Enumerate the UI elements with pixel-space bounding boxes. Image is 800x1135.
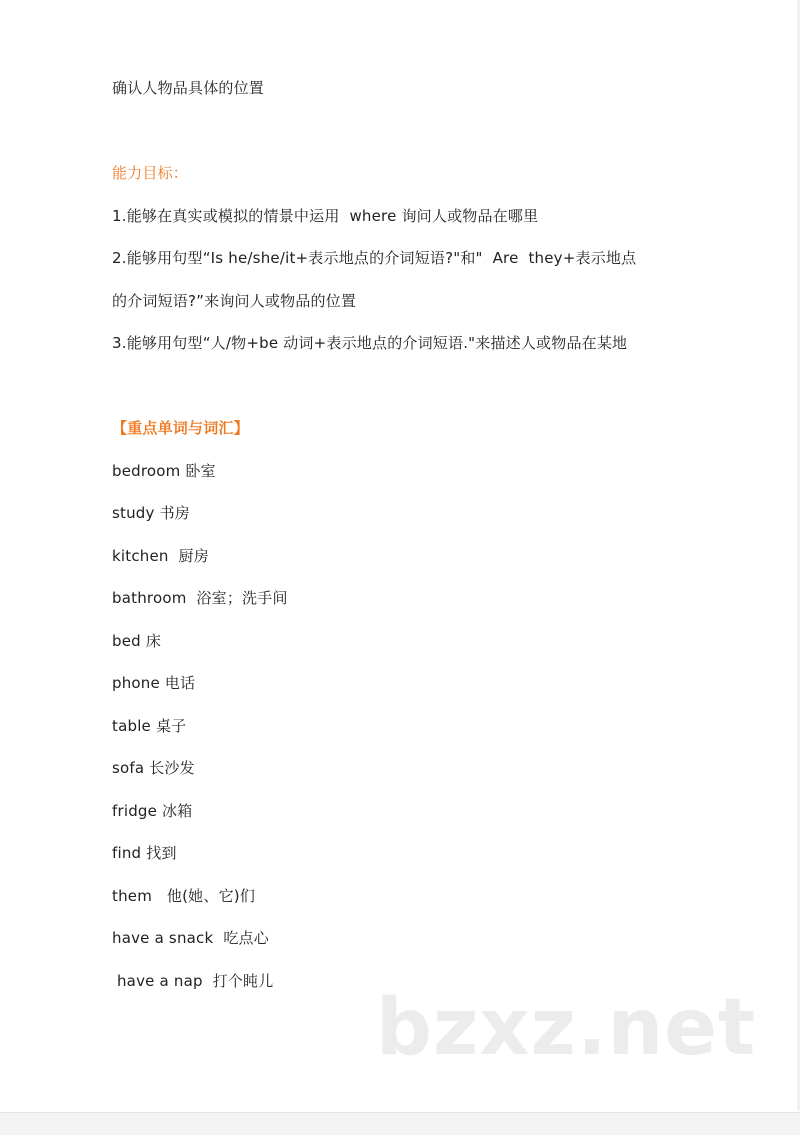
intro-line: 确认人物品具体的位置 [112,79,265,97]
vocab-item-study: study 书房 [112,504,190,522]
ability-item-1: 1.能够在真实或模拟的情景中运用 where 询问人或物品在哪里 [112,207,539,225]
vocab-item-find: find 找到 [112,844,177,862]
vocab-item-bedroom: bedroom 卧室 [112,462,216,480]
vocab-item-them: them 他(她、它)们 [112,887,256,905]
ability-heading: 能力目标： [112,164,189,182]
vocab-item-kitchen: kitchen 厨房 [112,547,209,565]
page-bottom-edge [0,1112,800,1135]
vocab-item-fridge: fridge 冰箱 [112,802,193,820]
vocab-item-table: table 桌子 [112,717,187,735]
vocab-item-have-a-nap: have a nap 打个盹儿 [112,972,274,990]
site-watermark: bzxz.net [376,983,757,1073]
vocab-heading: 【重点单词与词汇】 [112,419,249,437]
vocab-item-bed: bed 床 [112,632,162,650]
ability-item-2: 2.能够用句型“Is he/she/it+表示地点的介词短语?"和" Are they+表示地点 [112,249,637,267]
vocab-item-sofa: sofa 长沙发 [112,759,195,777]
ability-item-2-continued: 的介词短语?”来询问人或物品的位置 [112,292,357,310]
ability-item-3: 3.能够用句型“人/物+be 动词+表示地点的介词短语."来描述人或物品在某地 [112,334,628,352]
vocab-item-have-a-snack: have a snack 吃点心 [112,929,269,947]
vocab-item-bathroom: bathroom 浴室；洗手间 [112,589,288,607]
vocab-item-phone: phone 电话 [112,674,196,692]
